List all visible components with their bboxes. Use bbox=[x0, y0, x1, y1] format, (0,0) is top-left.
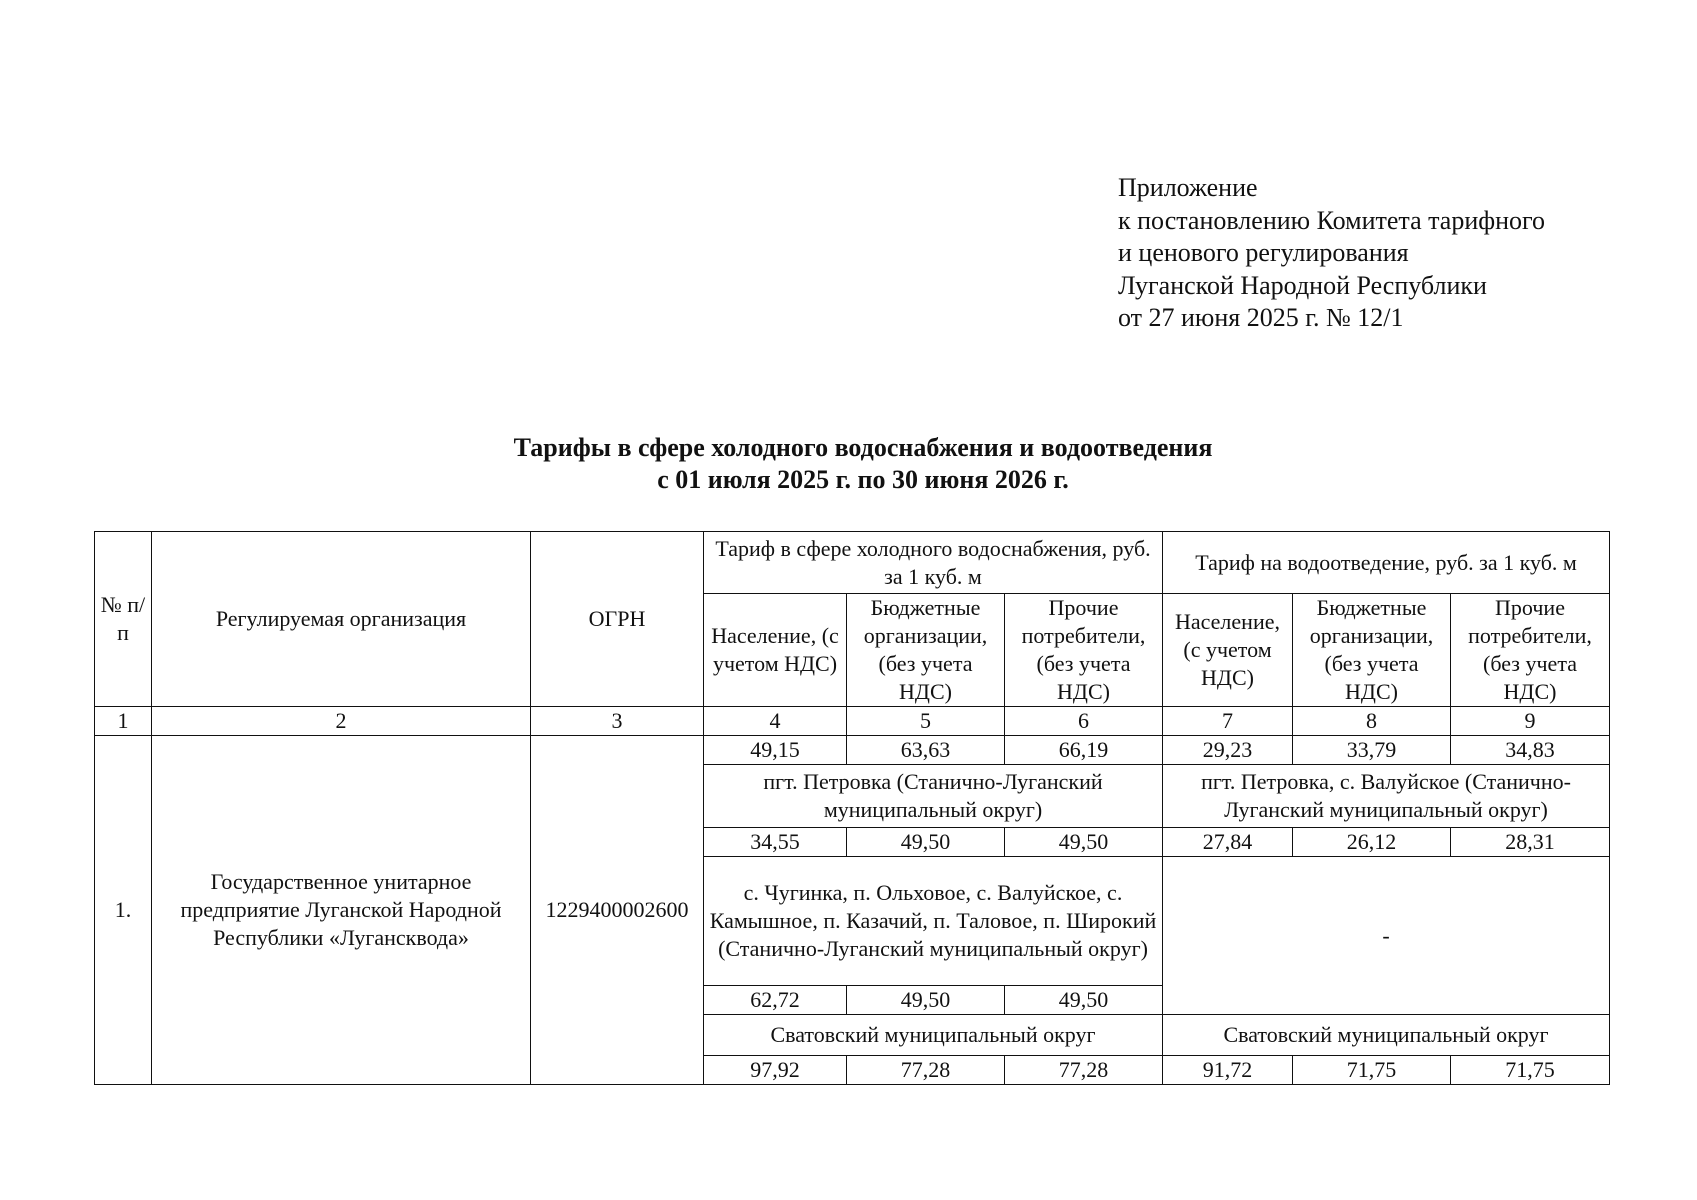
organization-name: Государственное унитарное предприятие Луганской Народной Республики «Лугансквода» bbox=[152, 736, 531, 1085]
column-index: 7 bbox=[1163, 707, 1293, 736]
appendix-line: от 27 июня 2025 г. № 12/1 bbox=[1118, 303, 1404, 332]
sewer-population-value: 27,84 bbox=[1163, 828, 1293, 857]
appendix-line: к постановлению Комитета тарифного bbox=[1118, 205, 1546, 235]
water-other-value: 49,50 bbox=[1005, 828, 1163, 857]
column-index: 1 bbox=[95, 707, 152, 736]
sewer-territory-note: - bbox=[1163, 857, 1610, 1015]
water-budget-value: 49,50 bbox=[847, 828, 1005, 857]
sewer-population-value: 29,23 bbox=[1163, 736, 1293, 765]
water-budget-value: 63,63 bbox=[847, 736, 1005, 765]
header-ogrn: ОГРН bbox=[531, 532, 704, 707]
tariffs-table bbox=[94, 531, 1610, 1085]
column-index-row bbox=[95, 707, 1610, 736]
sewer-territory-note: пгт. Петровка, с. Валуйское (Станично-Луганский муниципальный округ) bbox=[1163, 765, 1610, 828]
header-row-top bbox=[95, 532, 1610, 594]
water-other-value: 77,28 bbox=[1005, 1056, 1163, 1085]
water-territory-note: пгт. Петровка (Станично-Луганский муниципальный округ) bbox=[704, 765, 1163, 828]
appendix-line: Приложение bbox=[1118, 173, 1258, 202]
header-water-other: Прочие потребители, (без учета НДС) bbox=[1005, 594, 1163, 707]
row-number: 1. bbox=[95, 736, 152, 1085]
column-index: 9 bbox=[1451, 707, 1610, 736]
title-line-2: с 01 июля 2025 г. по 30 июня 2026 г. bbox=[657, 465, 1069, 494]
header-water-group: Тариф в сфере холодного водоснабжения, руб. за 1 куб. м bbox=[704, 532, 1163, 594]
appendix-line: и ценового регулирования bbox=[1118, 238, 1409, 267]
header-water-population: Население, (с учетом НДС) bbox=[704, 594, 847, 707]
water-budget-value: 49,50 bbox=[847, 986, 1005, 1015]
header-num: № п/п bbox=[95, 532, 152, 707]
water-other-value: 66,19 bbox=[1005, 736, 1163, 765]
water-population-value: 49,15 bbox=[704, 736, 847, 765]
header-sewer-budget: Бюджетные организации, (без учета НДС) bbox=[1293, 594, 1451, 707]
ogrn-value: 1229400002600 bbox=[531, 736, 704, 1085]
sewer-other-value: 34,83 bbox=[1451, 736, 1610, 765]
water-other-value: 49,50 bbox=[1005, 986, 1163, 1015]
appendix-line: Луганской Народной Республики bbox=[1118, 270, 1487, 300]
water-territory-note: с. Чугинка, п. Ольховое, с. Валуйское, с. Камышное, п. Казачий, п. Таловое, п. Широкий (Станично-Луганский муниципальный округ) bbox=[704, 857, 1163, 986]
sewer-territory-note: Сватовский муниципальный округ bbox=[1163, 1015, 1610, 1056]
sewer-other-value: 28,31 bbox=[1451, 828, 1610, 857]
water-territory-note: Сватовский муниципальный округ bbox=[704, 1015, 1163, 1056]
sewer-budget-value: 26,12 bbox=[1293, 828, 1451, 857]
table-row bbox=[95, 736, 1610, 765]
column-index: 8 bbox=[1293, 707, 1451, 736]
water-population-value: 34,55 bbox=[704, 828, 847, 857]
sewer-population-value: 91,72 bbox=[1163, 1056, 1293, 1085]
sewer-other-value: 71,75 bbox=[1451, 1056, 1610, 1085]
header-sewer-other: Прочие потребители, (без учета НДС) bbox=[1451, 594, 1610, 707]
header-sewer-group: Тариф на водоотведение, руб. за 1 куб. м bbox=[1163, 532, 1610, 594]
header-water-budget: Бюджетные организации, (без учета НДС) bbox=[847, 594, 1005, 707]
header-org: Регулируемая организация bbox=[152, 532, 531, 707]
water-population-value: 97,92 bbox=[704, 1056, 847, 1085]
sewer-budget-value: 71,75 bbox=[1293, 1056, 1451, 1085]
title-line-1: Тарифы в сфере холодного водоснабжения и водоотведения bbox=[513, 433, 1213, 462]
header-sewer-population: Население, (с учетом НДС) bbox=[1163, 594, 1293, 707]
column-index: 6 bbox=[1005, 707, 1163, 736]
column-index: 3 bbox=[531, 707, 704, 736]
water-population-value: 62,72 bbox=[704, 986, 847, 1015]
document-title bbox=[94, 432, 1632, 496]
column-index: 5 bbox=[847, 707, 1005, 736]
sewer-budget-value: 33,79 bbox=[1293, 736, 1451, 765]
column-index: 4 bbox=[704, 707, 847, 736]
appendix-block bbox=[1118, 172, 1545, 335]
water-budget-value: 77,28 bbox=[847, 1056, 1005, 1085]
column-index: 2 bbox=[152, 707, 531, 736]
